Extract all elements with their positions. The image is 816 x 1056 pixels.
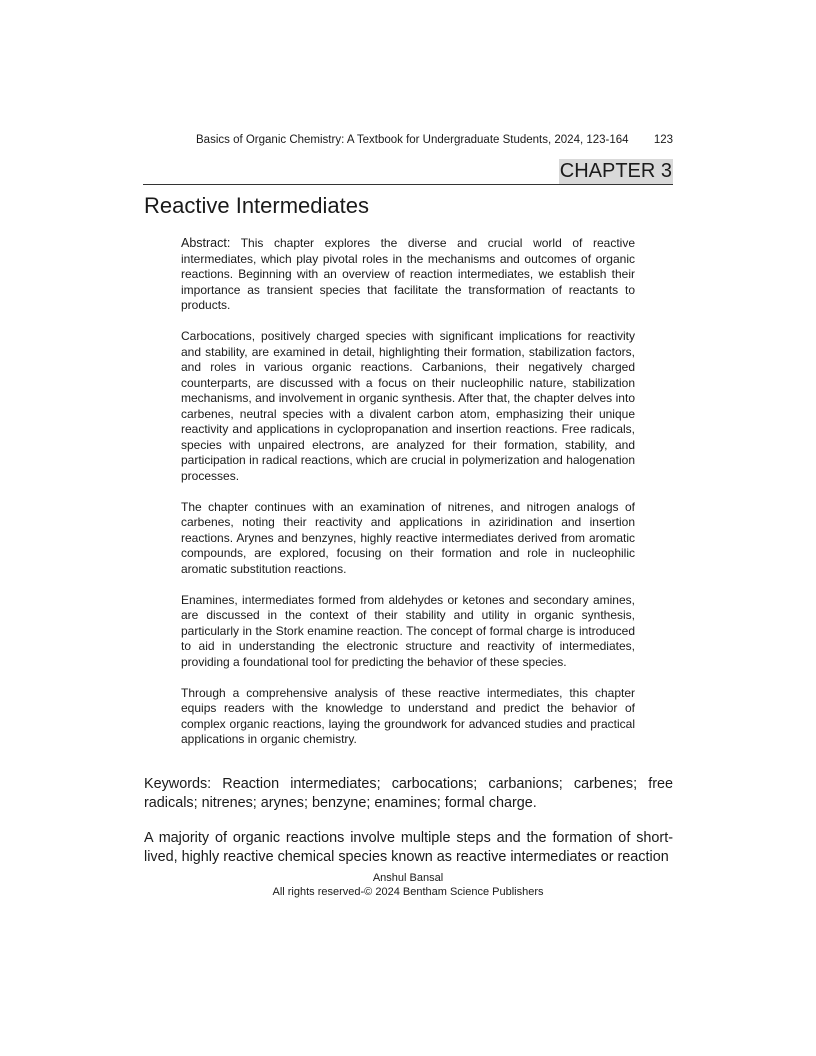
- abstract-paragraph: Carbocations, positively charged species with significant implications for reactivity and stability, are examined in detail, highlighting their formation, stabilization factors, and roles in various organic reactions. Carbanions, their negatively charged counterparts, are discussed with a focus on their nucleophilic nature, stabilization mechanisms, and involvement in organic synthesis. After that, the chapter delves into carbenes, neutral species with a divalent carbon atom, emphasizing their unique reactivity and applications in cyclopropanation and insertion reactions. Free radicals, species with unpaired electrons, are analyzed for their formation, stability, and participation in radical reactions, which are crucial in polymerization and halogenation processes.: [181, 329, 635, 483]
- body-paragraph: A majority of organic reactions involve multiple steps and the formation of short-lived, highly reactive chemical species known as reactive intermediates or reaction: [144, 830, 673, 865]
- footer-author: Anshul Bansal: [372, 872, 444, 884]
- running-title: Basics of Organic Chemistry: A Textbook for Undergraduate Students, 2024, 123-164: [196, 134, 629, 146]
- abstract-label: Abstract:: [181, 236, 231, 250]
- keywords: [144, 775, 673, 813]
- abstract-paragraph: [181, 236, 635, 314]
- abstract-paragraph: Enamines, intermediates formed from aldehydes or ketones and secondary amines, are discussed in the context of their stability and utility in organic synthesis, particularly in the Stork enamine reaction. The concept of formal charge is introduced to aid in understanding the electronic structure and reactivity of intermediates, providing a foundational tool for predicting the behavior of these species.: [181, 592, 635, 669]
- abstract-paragraph: Through a comprehensive analysis of these reactive intermediates, this chapter equips readers with the knowledge to understand and predict the behavior of complex organic reactions, laying the groundwork for advanced studies and practical applications in organic chemistry.: [181, 685, 635, 746]
- footer-copyright: All rights reserved-© 2024 Bentham Science Publishers: [272, 886, 544, 898]
- chapter-label: CHAPTER 3: [559, 160, 672, 182]
- chapter-title: Reactive Intermediates: [144, 193, 369, 218]
- abstract-paragraph: The chapter continues with an examination of nitrenes, and nitrogen analogs of carbenes, noting their reactivity and applications in aziridination and insertion reactions. Arynes and benzynes, highly reactive intermediates derived from aromatic compounds, are explored, focusing on their formation and role in nucleophilic aromatic substitution reactions.: [181, 499, 635, 576]
- page-footer: [143, 871, 673, 899]
- keywords-text: Reaction intermediates; carbocations; carbanions; carbenes; free radicals; nitrenes; arynes; benzyne; enamines; formal charge.: [144, 776, 673, 811]
- chapter-divider: [143, 184, 673, 185]
- abstract-lead: This chapter explores the diverse and crucial world of reactive intermediates, which play pivotal roles in the mechanisms and outcomes of organic reactions. Beginning with an overview of reaction intermediates, we establish their importance as transient species that facilitate the transformation of reactants to products.: [181, 236, 635, 312]
- page-number: 123: [653, 134, 673, 146]
- running-header: [196, 133, 673, 147]
- keywords-label: Keywords:: [144, 776, 212, 792]
- abstract: [181, 236, 635, 763]
